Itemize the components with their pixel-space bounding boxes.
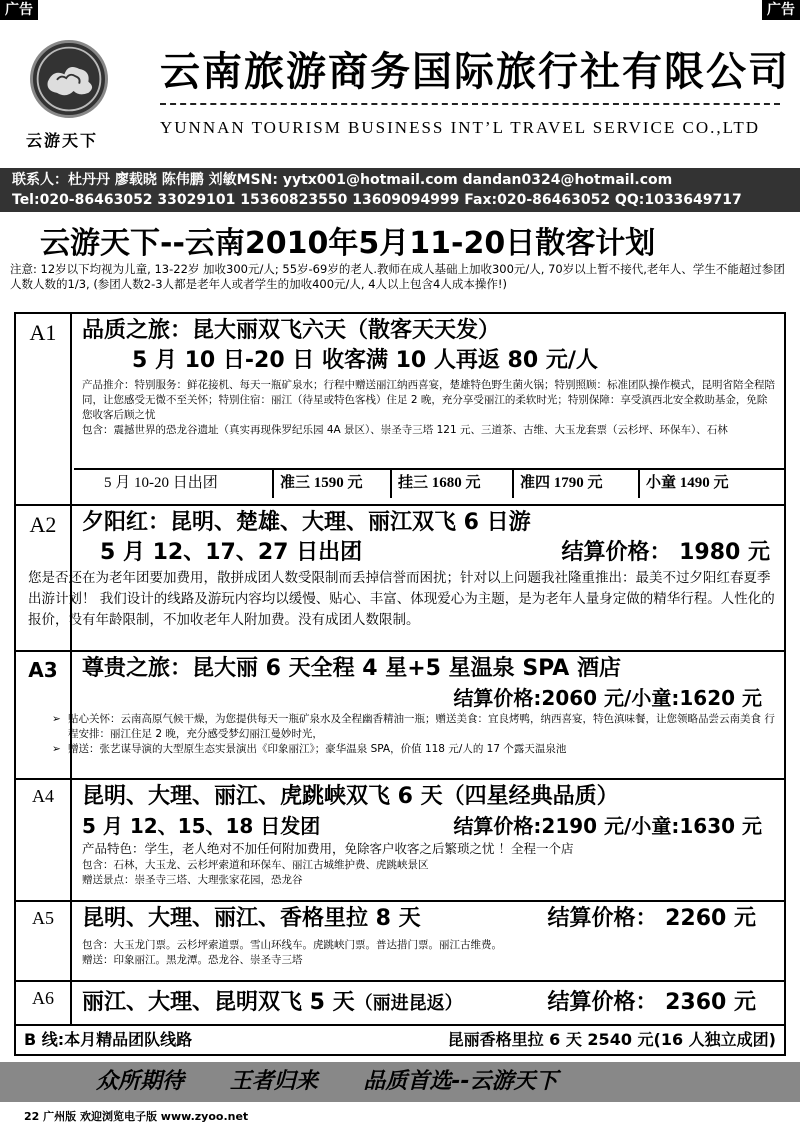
arrow-bullet-icon: ➢ xyxy=(52,713,61,725)
route-a3 xyxy=(14,650,786,778)
route-title: 昆明、大理、丽江、虎跳峡双飞 6 天（四星经典品质） xyxy=(82,784,619,809)
route-price: 结算价格:2190 元/小童:1630 元 xyxy=(453,814,762,838)
company-logo xyxy=(30,40,108,118)
route-subtitle: 5 月 10 日-20 日 收客满 10 人再返 80 元/人 xyxy=(132,348,598,373)
notice-text: 注意: 12岁以下均视为儿童, 13-22岁 加收300元/人; 55岁-69岁的老人.教师在成人基础上加收300元/人, 70岁以上暂不接代,老年人、学生不能超过参团人数人数的1/3, (参团人数2-3人都是老年人或者学生的加收400元/人, 4人以上包含4人成本操作!) xyxy=(10,262,785,291)
route-price: 结算价格： 1980 元 xyxy=(561,540,770,565)
price-standard-triple: 准三 1590 元 xyxy=(274,470,392,498)
company-name-cn: 云南旅游商务国际旅行社有限公司 xyxy=(160,48,790,95)
route-a5 xyxy=(14,900,786,980)
route-price: 结算价格:2060 元/小童:1620 元 xyxy=(453,686,762,710)
route-label: A5 xyxy=(16,902,72,980)
cloud-logo-icon xyxy=(33,43,105,115)
route-gifts: 赠送：印象丽江。黑龙潭。恐龙谷、崇圣寺三塔 xyxy=(82,954,303,966)
route-a4 xyxy=(14,778,786,900)
route-item: ➢ 赠送：张艺谋导演的大型原生态实景演出《印象丽江》；豪华温泉 SPA，价值 118 元/人的 17 个露天温泉池 xyxy=(52,743,567,755)
contact-line-2: Tel:020-86463052 33029101 15360823550 13609094999 Fax:020-86463052 QQ:1033649717 xyxy=(12,192,742,208)
route-a1 xyxy=(14,312,786,504)
route-includes: 包含：石林，大玉龙、云杉坪索道和环保车、丽江古城维护费、虎跳峡景区 xyxy=(82,859,429,871)
footer-slogan-2: 王者归来 xyxy=(229,1069,318,1094)
route-label: A1 xyxy=(16,314,72,504)
route-dates: 5 月 12、15、18 日发团 xyxy=(82,814,321,838)
price-standard-quad: 准四 1790 元 xyxy=(514,470,640,498)
contact-bar xyxy=(0,168,800,212)
route-label: A4 xyxy=(16,780,72,900)
arrow-bullet-icon: ➢ xyxy=(52,743,61,755)
route-includes: 包含：震撼世界的恐龙谷遗址（真实再现侏罗纪乐园 4A 景区）、崇圣寺三塔 121 元、三道茶、古维、大玉龙套票（云杉坪、环保车）、石林 xyxy=(82,424,728,436)
route-price: 结算价格： 2260 元 xyxy=(547,906,756,931)
route-label: A3 xyxy=(16,652,72,778)
b-line-label: B 线:本月精品团队线路 xyxy=(24,1030,193,1049)
footer-slogan-bar xyxy=(0,1062,800,1102)
price-row xyxy=(74,468,784,498)
footer-slogan-3: 品质首选--云游天下 xyxy=(363,1069,558,1094)
route-dates: 5 月 12、17、27 日出团 xyxy=(100,540,363,565)
header-divider xyxy=(160,103,780,105)
route-detail: 产品推介：特别服务：鲜花接机、每天一瓶矿泉水；行程中赠送丽江纳西喜宴，楚雄特色野生菌火锅；特别照顾：标准团队操作模式，昆明省陪全程陪同，让您感受无微不至关怀；特别住宿：丽江（待星或特色客栈）住足 2 晚，充分享受丽江的柔软时光；特别保障：享受滇西北安全救助基金，免除您收客后顾之忧 xyxy=(82,379,775,421)
contact-line-1: 联系人：杜丹丹 廖载晓 陈伟鹏 刘敏MSN: yytx001@hotmail.com dandan0324@hotmail.com xyxy=(12,172,673,188)
route-a2 xyxy=(14,504,786,650)
route-gifts: 赠送景点：崇圣寺三塔、大理张家花园，恐龙谷 xyxy=(82,874,303,886)
ad-tag-right: 广告 xyxy=(762,0,800,20)
footer-slogan-1: 众所期待 xyxy=(96,1069,185,1094)
page-title: 云游天下--云南2010年5月11-20日散客计划 xyxy=(40,226,656,261)
company-name-en: YUNNAN TOURISM BUSINESS INT’L TRAVEL SERVICE CO.,LTD xyxy=(160,118,761,137)
route-includes: 包含：大玉龙门票。云杉坪索道票。雪山环线车。虎跳峡门票。普达措门票。丽江古维费。 xyxy=(82,939,502,951)
route-price: 结算价格： 2360 元 xyxy=(547,990,756,1015)
price-listed-triple: 挂三 1680 元 xyxy=(392,470,514,498)
route-note: （丽进昆返） xyxy=(354,993,463,1014)
route-feature: 产品特色：学生，老人绝对不加任何附加费用，免除客户收客之后繁琐之忧 ！全程一个店 xyxy=(82,841,574,856)
route-title: 品质之旅：昆大丽双飞六天（散客天天发） xyxy=(82,318,501,343)
route-title: 丽江、大理、昆明双飞 5 天 xyxy=(82,990,355,1015)
page-footer: 22 广州版 欢迎浏览电子版 www.zyoo.net xyxy=(24,1110,249,1123)
price-child: 小童 1490 元 xyxy=(646,475,729,491)
route-item: ➢ 贴心关怀：云南高原气候干燥，为您提供每天一瓶矿泉水及全程幽香精油一瓶；赠送美食：宜良烤鸭，纳西喜宴，特色滇味餐，让您领略品尝云南美食 行程安排：丽江住足 2 晚，充分感受梦幻丽江曼妙时光， xyxy=(52,713,775,740)
route-a6 xyxy=(14,980,786,1024)
departure-date: 5 月 10-20 日出团 xyxy=(74,470,274,498)
ad-tag-left: 广告 xyxy=(0,0,38,20)
b-line-bar xyxy=(14,1024,786,1056)
route-label: A6 xyxy=(16,982,72,1024)
logo-slogan: 云游天下 xyxy=(26,131,99,150)
route-title: 夕阳红：昆明、楚雄、大理、丽江双飞 6 日游 xyxy=(82,510,531,535)
route-title: 尊贵之旅：昆大丽 6 天全程 4 星+5 星温泉 SPA 酒店 xyxy=(82,656,621,681)
route-title: 昆明、大理、丽江、香格里拉 8 天 xyxy=(82,906,421,931)
route-description: 您是否还在为老年团要加费用，散拼成团人数受限制而丢掉信誉而困扰；针对以上问题我社隆重推出：最美不过夕阳红春夏季出游计划！ 我们设计的线路及游玩内容均以缓慢、贴心、丰富、体现爱心为主题，是为老年人量身定做的精华行程。人性化的报价，没有年龄限制，不加收老年人附加费。没有成团人数限制。 xyxy=(28,570,775,628)
route-label: A2 xyxy=(16,506,72,650)
b-line-route: 昆丽香格里拉 6 天 2540 元(16 人独立成团) xyxy=(447,1030,776,1049)
